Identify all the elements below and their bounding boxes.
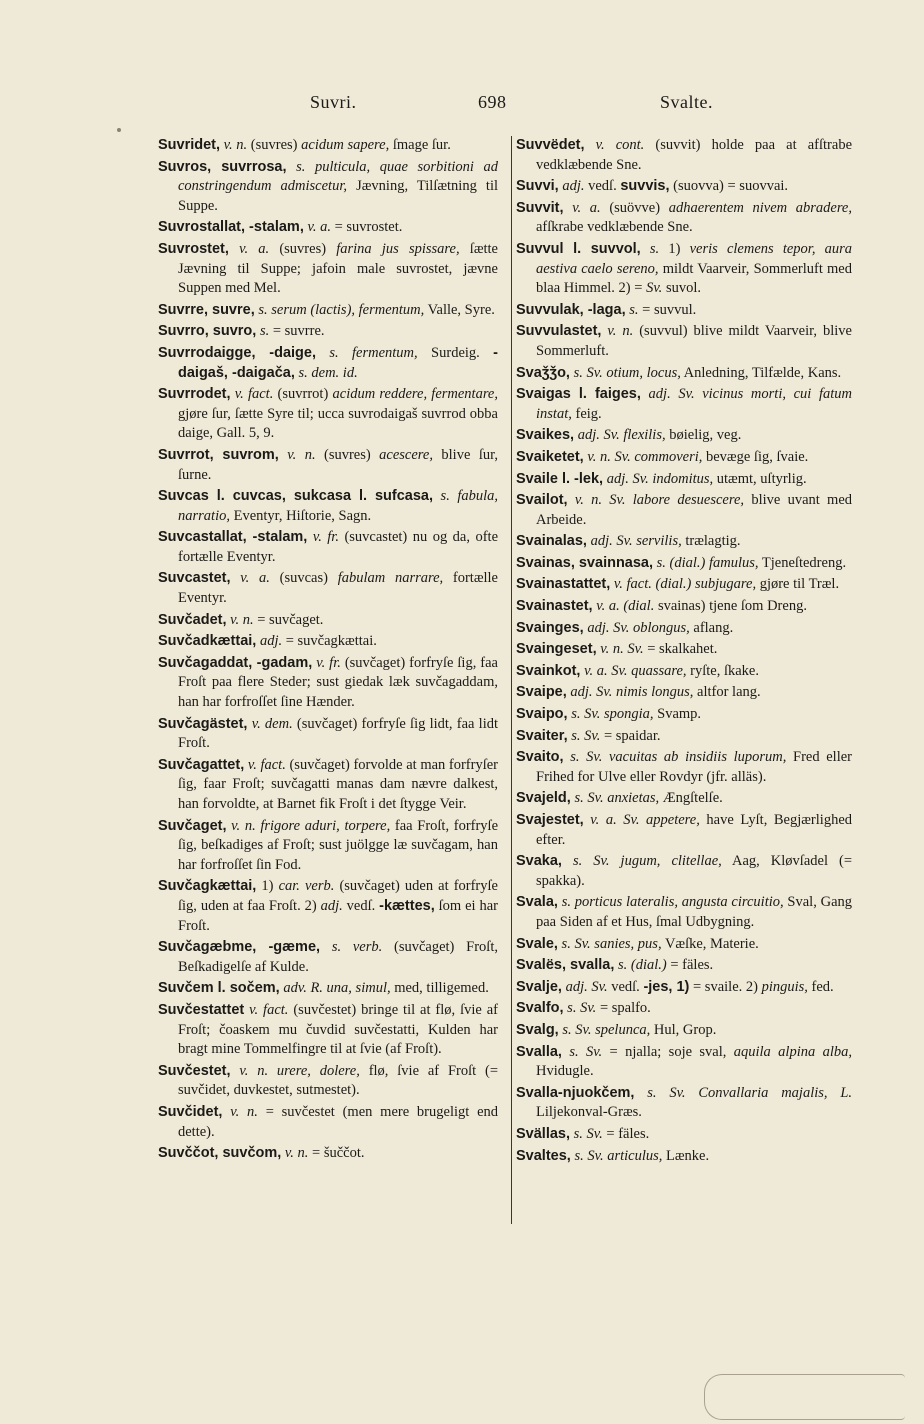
dictionary-entry [158,569,498,608]
dictionary-entry [516,640,852,660]
entry-subform: -daigaš, -daigača, [178,344,498,381]
entry-headword: Svaikes, [516,427,575,444]
entry-gloss: v. fact. [234,386,274,403]
dictionary-entry [158,322,498,342]
entry-gloss: adj. Sv. [565,978,608,995]
entry-headword: Svale, [516,935,558,952]
entry-headword: Svainges, [516,619,584,636]
dictionary-entry [516,177,852,197]
entry-gloss: adj. Sv. flexilis, [577,427,666,444]
entry-gloss: s. Sv. [573,1125,603,1142]
entry-text: = šuččot. [308,1145,365,1162]
entry-gloss: adv. R. una, simul, [283,980,391,997]
library-stamp [704,1374,905,1420]
entry-text: 1) [261,878,279,895]
dictionary-entry [158,136,498,156]
entry-headword: Svajestet, [516,812,584,828]
entry-text: (suvčaget) uden at forfryſe ſig, uden at faa Froſt. 2) [178,878,498,914]
entry-headword: Suvrostet, [158,240,229,257]
entry-headword: Suvčaget, [158,817,227,834]
entry-gloss: v. n. Sv. commoveri, [587,448,703,465]
dictionary-entry [158,385,498,444]
entry-text: faa Froſt, forfryſe ſig, beſkadiges af Froſt; sust juölgge læ suvčagam, han har forfroſſet ſin Fod. [178,817,499,873]
entry-text: = spaidar. [600,727,661,744]
entry-text: = spalfo. [596,1000,651,1017]
entry-headword: Svaǯǯo, [516,364,570,381]
entry-gloss: v. n. [284,1145,309,1162]
entry-headword: Svalës, svalla, [516,957,615,974]
dictionary-entry [158,817,498,876]
entry-gloss: pinguis, [761,978,808,995]
entry-headword: Suvčagästet, [158,715,248,732]
entry-gloss: s. Sv. [569,1043,603,1060]
entry-gloss: v. a. (dial. [596,598,655,615]
dictionary-entry [516,789,852,809]
entry-headword: Suvčadkættai, [158,633,257,650]
entry-headword: Svaingeset, [516,641,597,658]
dictionary-entry [158,344,498,383]
entry-gloss: Sv. [646,280,663,297]
header-right-guideword: Svalte. [660,92,713,112]
entry-headword: Svaiter, [516,727,568,744]
entry-text: Hul, Grop. [650,1021,717,1038]
entry-text: (suvvul) blive mildt Vaarveir, blive Sommerluft. [536,323,852,359]
entry-text: Sval, Gang paa Siden af et Hus, ſmal Udbygning. [536,894,852,930]
entry-headword: Svalfo, [516,1000,564,1017]
entry-subform: suvvis, [620,178,670,195]
entry-gloss: s. Sv. spelunca, [562,1021,651,1038]
entry-headword: Suvčagkættai, [158,878,257,895]
entry-text: (suvres) [269,240,337,257]
entry-gloss: s. porticus lateralis, angusta circuitio, [561,894,784,911]
dictionary-entry [158,715,498,754]
entry-gloss: adj. Sv. indomitus, [606,470,714,487]
entry-text: trælagtig. [681,533,741,550]
entry-gloss: s. Sv. articulus, [574,1147,663,1164]
dictionary-entry [516,532,852,552]
entry-headword: Svailot, [516,492,568,509]
entry-gloss: s. Sv. Convallaria majalis, L. [647,1084,853,1101]
dictionary-entry [158,240,498,299]
entry-text: Ængſtelſe. [659,790,723,807]
entry-headword: Suvvul l. suvvol, [516,240,641,257]
dictionary-entry [516,999,852,1019]
entry-text: vedſ. [342,897,380,914]
dictionary-entry [516,554,852,574]
entry-gloss: car. verb. [278,878,335,895]
entry-gloss: s. Sv. sanies, pus, [561,935,662,952]
entry-text: gjøre til Træl. [756,576,840,593]
dictionary-entry [516,1147,852,1167]
entry-gloss: v. a. Sv. appetere, [590,812,700,828]
entry-text: (suvcas) [269,570,338,587]
dictionary-entry [158,632,498,652]
entry-text: = njalla; soje sval, [602,1043,734,1060]
entry-headword: Suvcas l. cuvcas, sukcasa l. sufcasa, [158,488,434,505]
entry-gloss: v. a. Sv. quassare, [584,662,687,679]
entry-headword: Suvrrot, suvrom, [158,446,279,463]
entry-gloss: aquila alpina alba, [733,1043,852,1060]
entry-gloss: v. fr. [316,654,341,671]
entry-gloss: s. (dial.) [617,957,667,974]
entry-gloss: v. a. [572,199,601,216]
entry-subform: -jes, 1) [643,978,690,995]
entry-headword: Svaka, [516,853,562,870]
entry-text: Surdeig. [417,344,494,361]
entry-text: bevæge ſig, ſvaie. [702,448,809,465]
entry-text: (suvres) [315,446,380,463]
entry-gloss: v. cont. [595,137,645,153]
entry-text: (suvčaget) Froſt, Beſkadigelſe af Kulde. [178,939,498,975]
dictionary-entry [158,654,498,713]
margin-dot [117,128,121,132]
entry-text: mildt Vaarveir, Sommerluft med blaa Himmel. 2) = [536,260,852,297]
dictionary-entry [516,619,852,639]
entry-gloss: s. (dial.) famulus, [656,554,759,571]
dictionary-entry [516,470,852,490]
entry-headword: Suvčagattet, [158,756,245,773]
entry-gloss: v. fact. [247,756,286,773]
dictionary-entry [158,1144,498,1164]
entry-text: = suvčagkættai. [282,633,377,650]
entry-text: flø, ſvie af Froſt (= suvčidet, duvkestet, sutmestet). [178,1062,498,1099]
entry-gloss: adj. Sv. servilis, [590,533,682,550]
entry-headword: Svaltes, [516,1147,571,1164]
entry-text: (suvrrot) [273,386,333,403]
entry-gloss: farina jus spissare, [336,240,460,257]
dictionary-entry [158,877,498,936]
entry-text: blive ſur, ſurne. [178,446,498,483]
entry-text: have Lyſt, Begjærlighed efter. [536,812,853,848]
entry-text: med, tilligemed. [390,980,489,997]
dictionary-entry [516,301,852,321]
dictionary-entry [516,683,852,703]
entry-headword: Svalla, [516,1043,562,1060]
dictionary-entry [516,1021,852,1041]
entry-gloss: s. dem. id. [298,364,358,381]
page-number: 698 [478,92,507,112]
dictionary-entry [158,528,498,567]
dictionary-entry [516,597,852,617]
dictionary-entry [516,705,852,725]
entry-gloss: v. fact. [249,1001,289,1018]
dictionary-entry [516,978,852,998]
entry-gloss: s. pulticula, quae sorbitioni ad constringendum admiscetur, [178,158,499,195]
entry-text: ryſte, ſkake. [686,662,759,679]
entry-text: fed. [807,978,834,995]
entry-text: = suvrostet. [330,219,403,236]
dictionary-entry [516,426,852,446]
entry-gloss: s. Sv. otium, locus, [573,364,681,381]
entry-gloss: s. fabula, narratio, [178,488,499,524]
entry-gloss: adj. Sv. vicinus morti, cui fatum instat, [536,386,852,422]
dictionary-entry [158,487,498,526]
dictionary-entry [516,364,852,384]
entry-text: (suovva) = suovvai. [669,178,789,195]
entry-text: Svamp. [653,706,702,723]
entry-text: (suvčaget) forvolde at man forfryſer ſig, faar Froſt; suvčagatti manas dam nævre dalkest, han forvoldte, at Barnet fik Froſt i det ſtygge Veir. [178,756,499,812]
dictionary-entry [516,448,852,468]
entry-text: gjøre ſur, ſætte Syre til; ucca suvrodaigaš suvrrod obba daige, Gall. 5, 9. [178,405,498,442]
entry-text: feig. [571,405,602,422]
entry-headword: Suvcastet, [158,570,231,587]
entry-gloss: v. dem. [251,715,293,732]
entry-text: altfor lang. [693,684,761,701]
entry-gloss: v. fact. (dial.) subjugare, [613,576,757,593]
entry-gloss: adj. [320,897,343,914]
left-column [158,136,498,1166]
entry-headword: Svainastet, [516,598,593,615]
dictionary-entry [158,611,498,631]
entry-headword: Suvččot, suvčom, [158,1145,282,1162]
dictionary-entry [516,199,852,238]
entry-text: Væſke, Materie. [661,935,759,952]
entry-text: afſkrabe vedklæbende Sne. [536,219,693,236]
entry-headword: Svainkot, [516,662,581,679]
dictionary-entry [516,852,852,891]
entry-text: Fred eller Frihed for Ulve eller Rovdyr (jfr. alläs). [536,749,852,785]
entry-gloss: acescere, [379,446,433,463]
entry-gloss: adj. Sv. nimis longus, [570,684,694,701]
entry-headword: Svaipo, [516,706,568,723]
entry-text: Eventyr, Hiſtorie, Sagn. [229,507,372,524]
entry-headword: Svalje, [516,978,562,995]
entry-headword: Svaigas l. faiges, [516,386,641,403]
entry-text: fortælle Eventyr. [178,570,498,607]
entry-headword: Svaile l. -lek, [516,470,604,487]
entry-text: = fäles. [602,1125,650,1142]
entry-headword: Suvčestattet [158,1001,245,1018]
entry-gloss: adj. [562,178,585,195]
entry-gloss: s. Sv. [567,1000,597,1017]
entry-gloss: acidum sapere, [301,137,390,153]
entry-text: Hvidugle. [536,1063,594,1080]
entry-text: Jævning, Tilſætning til Suppe. [178,178,499,214]
entry-headword: Suvros, suvrrosa, [158,158,287,175]
entry-gloss: s. Sv. anxietas, [574,790,660,807]
dictionary-entry [516,1125,852,1145]
entry-headword: Suvvit, [516,199,564,216]
entry-text: = suvčaget. [253,611,324,628]
entry-headword: Suvrre, suvre, [158,301,255,318]
entry-gloss: s. [629,301,639,318]
entry-gloss: v. n. [223,137,248,153]
entry-gloss: fabulam narrare, [337,570,444,587]
entry-gloss: s. Sv. spongia, [571,706,654,723]
dictionary-entry [516,136,852,175]
entry-gloss: v. n. [230,611,254,628]
entry-gloss: v. n. urere, dolere, [239,1062,360,1079]
entry-headword: Suvrrodaigge, -daige, [158,344,316,361]
entry-gloss: adj. [259,633,283,650]
dictionary-entry [516,491,852,530]
entry-text: blive uvant med Arbeide. [536,492,853,528]
column-divider [511,136,512,1224]
dictionary-entry [158,1062,498,1101]
dictionary-entry [158,446,498,485]
entry-gloss: s. serum (lactis), fermentum, [258,301,425,318]
dictionary-entry [158,979,498,999]
entry-headword: Svaipe, [516,684,567,701]
page-header [0,92,924,122]
entry-headword: Suvvi, [516,178,559,195]
entry-headword: Suvvulak, -laga, [516,301,626,318]
entry-gloss: s. Sv. vacuitas ab insidiis luporum, [570,749,787,766]
dictionary-entry [516,727,852,747]
entry-text: (suvčestet) bringe til at flø, ſvie af Froſt; čoaskem mu čuvdid suvčestatti, Kulden har bragt mine Tommelfingre til at ſvie (af Froſt). [178,1001,499,1058]
entry-text: (suvcastet) nu og da, ofte fortælle Eventyr. [178,529,498,565]
dictionary-entry [516,811,852,850]
entry-gloss: v. n. [230,1103,258,1120]
entry-headword: Svällas, [516,1125,571,1142]
header-left-guideword: Suvri. [310,92,357,112]
entry-text: = suvvul. [638,301,697,318]
entry-text: (suvres) [247,137,302,153]
entry-text: = fäles. [666,957,714,974]
entry-text: (suvčaget) forfryſe ſig lidt, faa lidt Froſt. [178,715,499,752]
entry-headword: Suvrrodet, [158,386,231,403]
entry-gloss: v. a. [307,219,331,236]
entry-headword: Svaiketet, [516,448,584,465]
entry-text: = suvrre. [269,323,325,340]
entry-gloss: acidum reddere, fermentare, [332,386,498,403]
entry-headword: Suvčadet, [158,611,227,628]
dictionary-entry [158,301,498,321]
entry-headword: Svajeld, [516,790,571,807]
entry-gloss: s. Sv. [571,727,601,744]
entry-gloss: v. a. [240,570,270,587]
entry-gloss: s. [649,240,660,257]
entry-text: = svaile. 2) [689,978,762,995]
entry-headword: Suvčagæbme, -gæme, [158,939,321,956]
entry-gloss: v. fr. [312,529,339,546]
dictionary-entry [158,756,498,815]
entry-headword: Suvridet, [158,137,221,153]
entry-headword: Svalg, [516,1021,559,1038]
entry-text: (suvvit) holde paa at afſtrabe vedklæbende Sne. [536,137,853,173]
dictionary-entry [516,385,852,424]
entry-headword: Suvčem l. sočem, [158,980,280,997]
entry-text: aflang. [689,619,734,636]
entry-headword: Svainalas, [516,533,587,550]
entry-headword: Suvčagaddat, -gadam, [158,654,313,671]
entry-subform: -kættes, [379,897,435,914]
entry-gloss: v. a. [239,240,270,257]
entry-gloss: v. n. Sv. [600,641,644,658]
entry-gloss: v. n. [607,323,634,340]
entry-text: Tjeneſtedreng. [758,554,847,571]
entry-headword: Suvrostallat, -stalam, [158,219,304,236]
entry-text: svainas) tjene ſom Dreng. [654,598,807,615]
entry-text: utæmt, uſtyrlig. [713,470,807,487]
entry-text: Anledning, Tilfælde, Kans. [680,364,842,381]
entry-headword: Suvrro, suvro, [158,323,257,340]
dictionary-entry [516,935,852,955]
right-column [516,136,852,1168]
entry-headword: Suvcastallat, -stalam, [158,529,308,546]
entry-text: = suvčestet (men mere brugeligt end dette). [178,1103,499,1140]
dictionary-entry [516,1043,852,1082]
entry-text: = skalkahet. [643,641,718,658]
entry-headword: Svainastattet, [516,576,611,593]
entry-text: 1) [659,240,690,257]
entry-text: ſom ei har Froſt. [178,897,498,934]
dictionary-entry [516,662,852,682]
entry-text: (suövve) [600,199,669,216]
dictionary-entry [516,893,852,932]
entry-text: vedſ. [584,178,621,195]
dictionary-entry [516,322,852,361]
entry-text: Valle, Syre. [424,301,495,318]
entry-gloss: veris clemens tepor, aura aestiva caelo sereno, [536,240,853,277]
entry-text: suvol. [662,280,701,297]
entry-gloss: s. Sv. jugum, clitellae, [573,853,722,870]
entry-gloss: v. n. frigore aduri, torpere, [231,817,391,834]
entry-headword: Svainas, svainnasa, [516,554,654,571]
dictionary-entry [516,1084,852,1123]
dictionary-entry [158,1103,498,1142]
entry-headword: Suvčidet, [158,1103,223,1120]
entry-text: Aag, Kløvſadel (= spakka). [536,853,853,889]
entry-gloss: s. verb. [331,939,383,956]
dictionary-entry [516,748,852,787]
entry-headword: Svala, [516,894,558,911]
entry-text: (suvčaget) forfryſe ſig, faa Froſt paa flere Steder; sust giedak læk suvčagaddam, han har forfroſſet ſine Hænder. [178,654,498,711]
entry-text: ſmage ſur. [389,137,451,153]
dictionary-entry [516,240,852,299]
dictionary-entry [516,956,852,976]
entry-text: bøielig, veg. [665,427,742,444]
entry-gloss: v. n. Sv. labore desuescere, [574,492,745,509]
entry-text: ſætte Jævning til Suppe; jafoin male suvrostet, jævne Suppen med Mel. [178,240,498,297]
dictionary-entry [158,938,498,977]
entry-text: Lænke. [662,1147,710,1164]
entry-gloss: s. [259,323,270,340]
dictionary-entry [158,1001,498,1060]
entry-gloss: v. n. [287,446,316,463]
entry-gloss: adj. Sv. oblongus, [587,619,690,636]
entry-headword: Suvčestet, [158,1062,231,1079]
entry-headword: Svaito, [516,749,564,766]
entry-headword: Svalla-njuokčem, [516,1084,635,1101]
entry-text: Liljekonval-Græs. [536,1104,642,1121]
dictionary-entry [158,158,498,217]
entry-headword: Suvvëdet, [516,137,585,153]
dictionary-entry [516,575,852,595]
entry-text: vedſ. [607,978,644,995]
entry-gloss: adhaerentem nivem abradere, [668,199,852,216]
entry-headword: Suvvulastet, [516,323,602,340]
entry-gloss: s. fermentum, [329,344,418,361]
dictionary-entry [158,218,498,238]
